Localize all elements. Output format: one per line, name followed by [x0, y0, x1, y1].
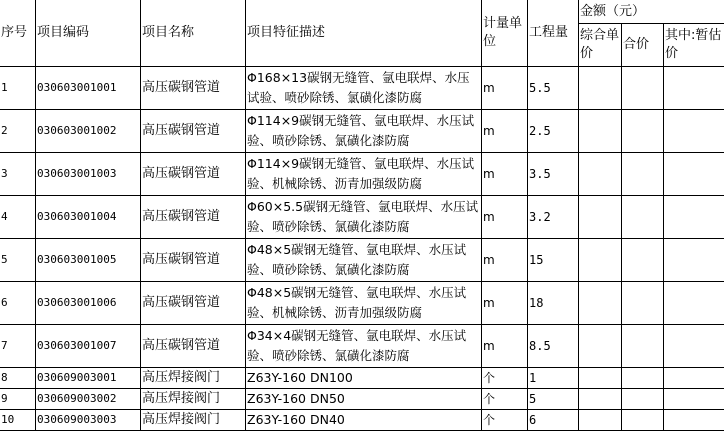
cell-code: 030603001002 [36, 110, 141, 153]
cell-quantity: 8.5 [528, 325, 579, 368]
cell-name: 高压碳钢管道 [141, 325, 246, 368]
cell-provisional [664, 282, 724, 325]
cell-provisional [664, 368, 724, 389]
cell-index: 7 [0, 325, 36, 368]
table-row [0, 282, 724, 325]
cell-provisional [664, 239, 724, 282]
cell-description: Z63Y-160 DN100 [246, 368, 482, 389]
cell-name: 高压碳钢管道 [141, 67, 246, 110]
cell-index: 3 [0, 153, 36, 196]
cell-description: Φ114×9碳钢无缝管、氩电联焊、水压试验、机械除锈、沥青加强级防腐 [246, 153, 482, 196]
header-name: 项目名称 [141, 0, 246, 67]
cell-quantity: 5 [528, 389, 579, 410]
cell-index: 9 [0, 389, 36, 410]
cell-code: 030609003001 [36, 368, 141, 389]
header-code: 项目编码 [36, 0, 141, 67]
header-provisional: 其中:暂估价 [664, 24, 724, 67]
cell-unit-price [579, 282, 622, 325]
cell-unit-price [579, 110, 622, 153]
cell-index: 2 [0, 110, 36, 153]
cell-description: Z63Y-160 DN50 [246, 389, 482, 410]
cell-total-price [622, 282, 664, 325]
cell-unit-price [579, 325, 622, 368]
cell-provisional [664, 389, 724, 410]
cell-total-price [622, 410, 664, 431]
cell-unit-price [579, 196, 622, 239]
cell-provisional [664, 196, 724, 239]
cell-unit: m [482, 67, 528, 110]
cell-index: 1 [0, 67, 36, 110]
cell-name: 高压碳钢管道 [141, 153, 246, 196]
cell-total-price [622, 110, 664, 153]
header-row-top [0, 0, 724, 24]
cell-total-price [622, 153, 664, 196]
table-row [0, 368, 724, 389]
cell-unit-price [579, 389, 622, 410]
table-row [0, 153, 724, 196]
cell-code: 030603001004 [36, 196, 141, 239]
cell-total-price [622, 368, 664, 389]
cell-code: 030603001003 [36, 153, 141, 196]
table-body [0, 67, 724, 431]
cell-code: 030609003002 [36, 389, 141, 410]
cell-quantity: 3.2 [528, 196, 579, 239]
cell-code: 030609003003 [36, 410, 141, 431]
cell-code: 030603001006 [36, 282, 141, 325]
cell-unit: m [482, 110, 528, 153]
table-header [0, 0, 724, 67]
cell-total-price [622, 196, 664, 239]
cell-quantity: 15 [528, 239, 579, 282]
cell-description: Φ60×5.5碳钢无缝管、氩电联焊、水压试验、喷砂除锈、氯磺化漆防腐 [246, 196, 482, 239]
cell-total-price [622, 389, 664, 410]
cell-unit: 个 [482, 368, 528, 389]
cell-provisional [664, 110, 724, 153]
cell-index: 4 [0, 196, 36, 239]
header-description: 项目特征描述 [246, 0, 482, 67]
header-unit-price: 综合单价 [579, 24, 622, 67]
cell-name: 高压焊接阀门 [141, 368, 246, 389]
cell-name: 高压碳钢管道 [141, 282, 246, 325]
cell-unit-price [579, 410, 622, 431]
cell-name: 高压碳钢管道 [141, 239, 246, 282]
cell-total-price [622, 325, 664, 368]
cell-quantity: 3.5 [528, 153, 579, 196]
cell-unit: m [482, 153, 528, 196]
cell-description: Φ114×9碳钢无缝管、氩电联焊、水压试验、喷砂除锈、氯磺化漆防腐 [246, 110, 482, 153]
cell-name: 高压焊接阀门 [141, 410, 246, 431]
cell-unit-price [579, 239, 622, 282]
cell-index: 8 [0, 368, 36, 389]
cell-description: Φ34×4碳钢无缝管、氩电联焊、水压试验、喷砂除锈、氯磺化漆防腐 [246, 325, 482, 368]
table-row [0, 196, 724, 239]
table-row [0, 389, 724, 410]
table-row [0, 239, 724, 282]
cell-unit-price [579, 368, 622, 389]
header-total-price: 合价 [622, 24, 664, 67]
cell-index: 5 [0, 239, 36, 282]
cell-provisional [664, 325, 724, 368]
cell-unit: m [482, 196, 528, 239]
cell-code: 030603001001 [36, 67, 141, 110]
cell-unit: m [482, 325, 528, 368]
cell-total-price [622, 239, 664, 282]
cell-unit-price [579, 67, 622, 110]
cell-description: Φ168×13碳钢无缝管、氩电联焊、水压试验、喷砂除锈、氯磺化漆防腐 [246, 67, 482, 110]
table-row [0, 325, 724, 368]
cell-quantity: 2.5 [528, 110, 579, 153]
cell-provisional [664, 67, 724, 110]
table-row [0, 410, 724, 431]
cell-unit-price [579, 153, 622, 196]
header-unit: 计量单位 [482, 0, 528, 67]
cell-unit: m [482, 239, 528, 282]
cell-description: Φ48×5碳钢无缝管、氩电联焊、水压试验、喷砂除锈、氯磺化漆防腐 [246, 239, 482, 282]
table-row [0, 67, 724, 110]
cell-index: 6 [0, 282, 36, 325]
cell-quantity: 6 [528, 410, 579, 431]
cell-quantity: 1 [528, 368, 579, 389]
cell-name: 高压碳钢管道 [141, 110, 246, 153]
cell-name: 高压碳钢管道 [141, 196, 246, 239]
cell-total-price [622, 67, 664, 110]
cell-description: Z63Y-160 DN40 [246, 410, 482, 431]
cell-unit: m [482, 282, 528, 325]
cell-provisional [664, 153, 724, 196]
cell-description: Φ48×5碳钢无缝管、氩电联焊、水压试验、机械除锈、沥青加强级防腐 [246, 282, 482, 325]
header-amount: 金额（元） [579, 0, 724, 24]
cell-unit: 个 [482, 410, 528, 431]
cell-quantity: 5.5 [528, 67, 579, 110]
cell-code: 030603001007 [36, 325, 141, 368]
header-quantity: 工程量 [528, 0, 579, 67]
cell-index: 10 [0, 410, 36, 431]
cell-unit: 个 [482, 389, 528, 410]
header-index: 序号 [0, 0, 36, 67]
cell-provisional [664, 410, 724, 431]
table-row [0, 110, 724, 153]
cell-code: 030603001005 [36, 239, 141, 282]
cell-quantity: 18 [528, 282, 579, 325]
cell-name: 高压焊接阀门 [141, 389, 246, 410]
